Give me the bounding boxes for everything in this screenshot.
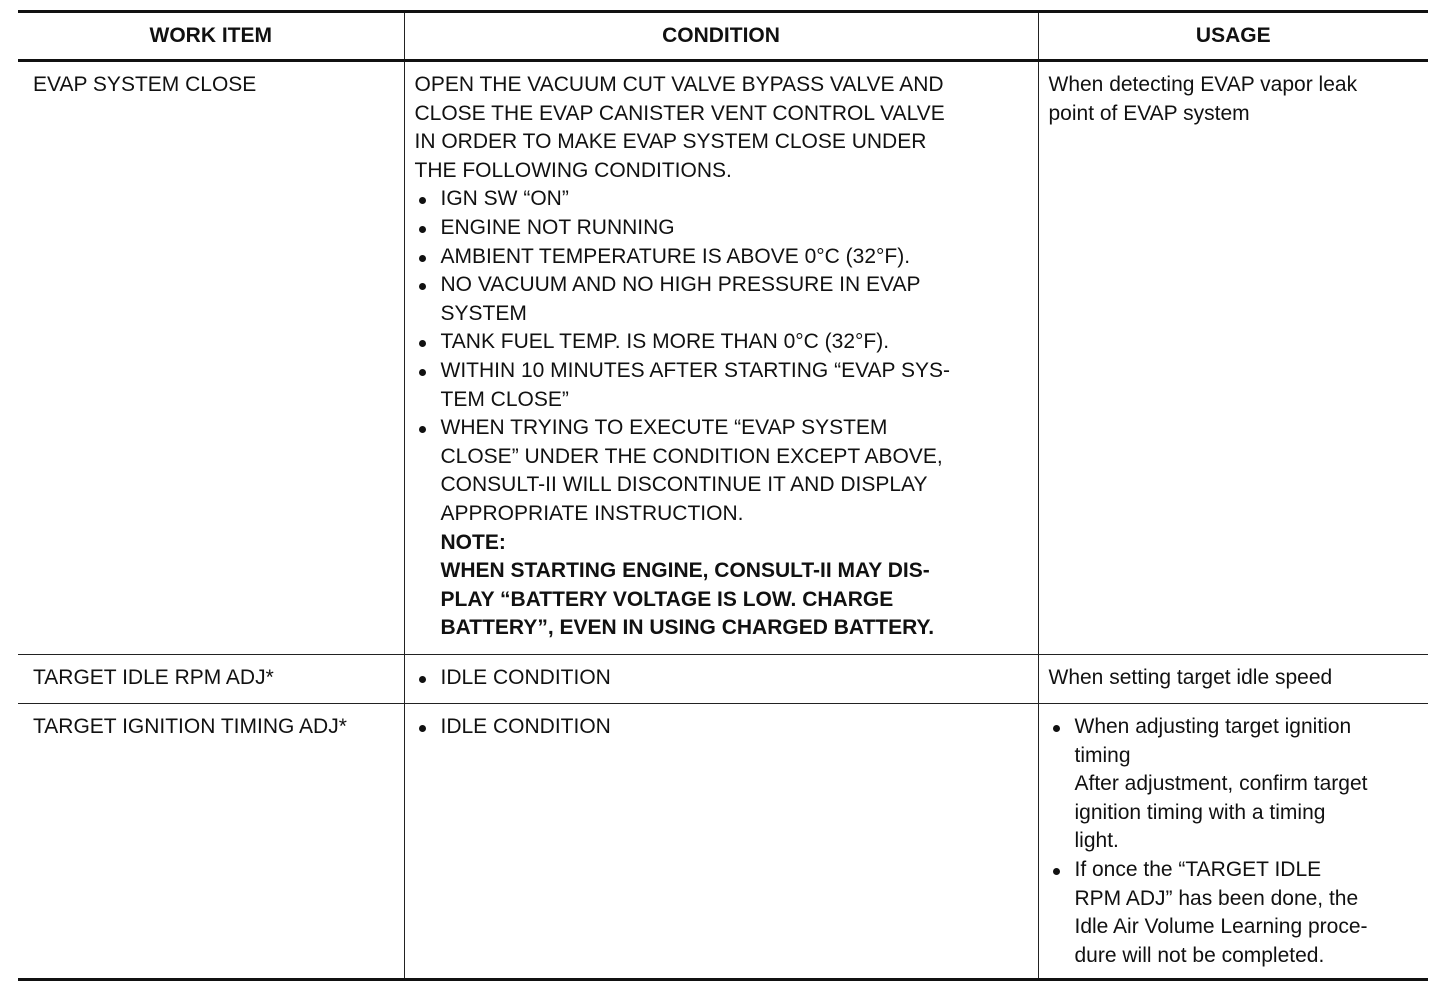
- bullet-line: NO VACUUM AND NO HIGH PRESSURE IN EVAP: [440, 273, 921, 297]
- table-header-row: [18, 12, 1428, 61]
- header-work-item: WORK ITEM: [18, 12, 404, 61]
- table-row: [18, 61, 1428, 655]
- condition-line: CLOSE THE EVAP CANISTER VENT CONTROL VALVE: [414, 101, 945, 125]
- bullet-line: After adjustment, confirm target: [1074, 772, 1368, 796]
- usage-cell: When setting target idle speed: [1038, 655, 1428, 704]
- condition-cell: [404, 61, 1038, 655]
- header-usage: USAGE: [1038, 12, 1428, 61]
- bullet-line: Idle Air Volume Learning proce-: [1074, 915, 1368, 939]
- condition-cell: [404, 704, 1038, 980]
- bullet-line: CONSULT-II WILL DISCONTINUE IT AND DISPLAY: [440, 473, 928, 497]
- condition-bullet: [415, 243, 1030, 272]
- bullet-line: ENGINE NOT RUNNING: [440, 215, 675, 239]
- bullet-line: TANK FUEL TEMP. IS MORE THAN 0°C (32°F).: [440, 330, 890, 354]
- bullet-line: ignition timing with a timing: [1074, 800, 1326, 824]
- condition-line: THE FOLLOWING CONDITIONS.: [414, 158, 732, 182]
- note-label: NOTE:: [440, 530, 506, 554]
- condition-cell: [404, 655, 1038, 704]
- work-support-table: [18, 10, 1428, 981]
- bullet-line: dure will not be completed.: [1074, 943, 1325, 967]
- bullet-line: APPROPRIATE INSTRUCTION.: [440, 501, 744, 525]
- table-row: [18, 655, 1428, 704]
- header-condition: CONDITION: [404, 12, 1038, 61]
- condition-bullet: [415, 414, 1030, 643]
- bullet-line: IGN SW “ON”: [440, 187, 569, 211]
- note-line: BATTERY”, EVEN IN USING CHARGED BATTERY.: [440, 616, 935, 640]
- bullet-line: RPM ADJ” has been done, the: [1074, 886, 1359, 910]
- usage-cell: [1038, 704, 1428, 980]
- usage-line: point of EVAP system: [1048, 101, 1250, 125]
- table-row: [18, 704, 1428, 980]
- bullet-line: AMBIENT TEMPERATURE IS ABOVE 0°C (32°F).: [440, 244, 911, 268]
- condition-bullet: [415, 214, 1030, 243]
- usage-bullet: [1049, 713, 1421, 856]
- bullet-line: TEM CLOSE”: [440, 387, 569, 411]
- condition-bullet: [415, 185, 1030, 214]
- work-item-cell: TARGET IDLE RPM ADJ*: [18, 655, 404, 704]
- condition-line: IN ORDER TO MAKE EVAP SYSTEM CLOSE UNDER: [414, 130, 927, 154]
- bullet-line: WHEN TRYING TO EXECUTE “EVAP SYSTEM: [440, 416, 888, 440]
- usage-bullet: [1049, 856, 1421, 970]
- bullet-line: When adjusting target ignition: [1074, 715, 1352, 738]
- condition-bullet: [415, 664, 1030, 693]
- condition-bullet: [415, 328, 1030, 357]
- work-item-cell: EVAP SYSTEM CLOSE: [18, 61, 404, 655]
- note-line: WHEN STARTING ENGINE, CONSULT-II MAY DIS-: [440, 559, 930, 583]
- bullet-line: IDLE CONDITION: [440, 666, 611, 689]
- condition-bullet: [415, 713, 1030, 742]
- condition-bullet: [415, 271, 1030, 328]
- bullet-line: light.: [1074, 829, 1119, 853]
- bullet-line: CLOSE” UNDER THE CONDITION EXCEPT ABOVE,: [440, 444, 943, 468]
- usage-line: When detecting EVAP vapor leak: [1048, 73, 1358, 96]
- note-line: PLAY “BATTERY VOLTAGE IS LOW. CHARGE: [440, 587, 894, 611]
- work-item-cell: TARGET IGNITION TIMING ADJ*: [18, 704, 404, 980]
- bullet-line: SYSTEM: [440, 301, 527, 325]
- usage-cell: [1038, 61, 1428, 655]
- bullet-line: timing: [1074, 743, 1131, 767]
- bullet-line: WITHIN 10 MINUTES AFTER STARTING “EVAP SYS-: [440, 358, 951, 382]
- condition-line: OPEN THE VACUUM CUT VALVE BYPASS VALVE AND: [414, 73, 944, 96]
- bullet-line: IDLE CONDITION: [440, 715, 611, 738]
- condition-bullet: [415, 357, 1030, 414]
- bullet-line: If once the “TARGET IDLE: [1074, 857, 1322, 881]
